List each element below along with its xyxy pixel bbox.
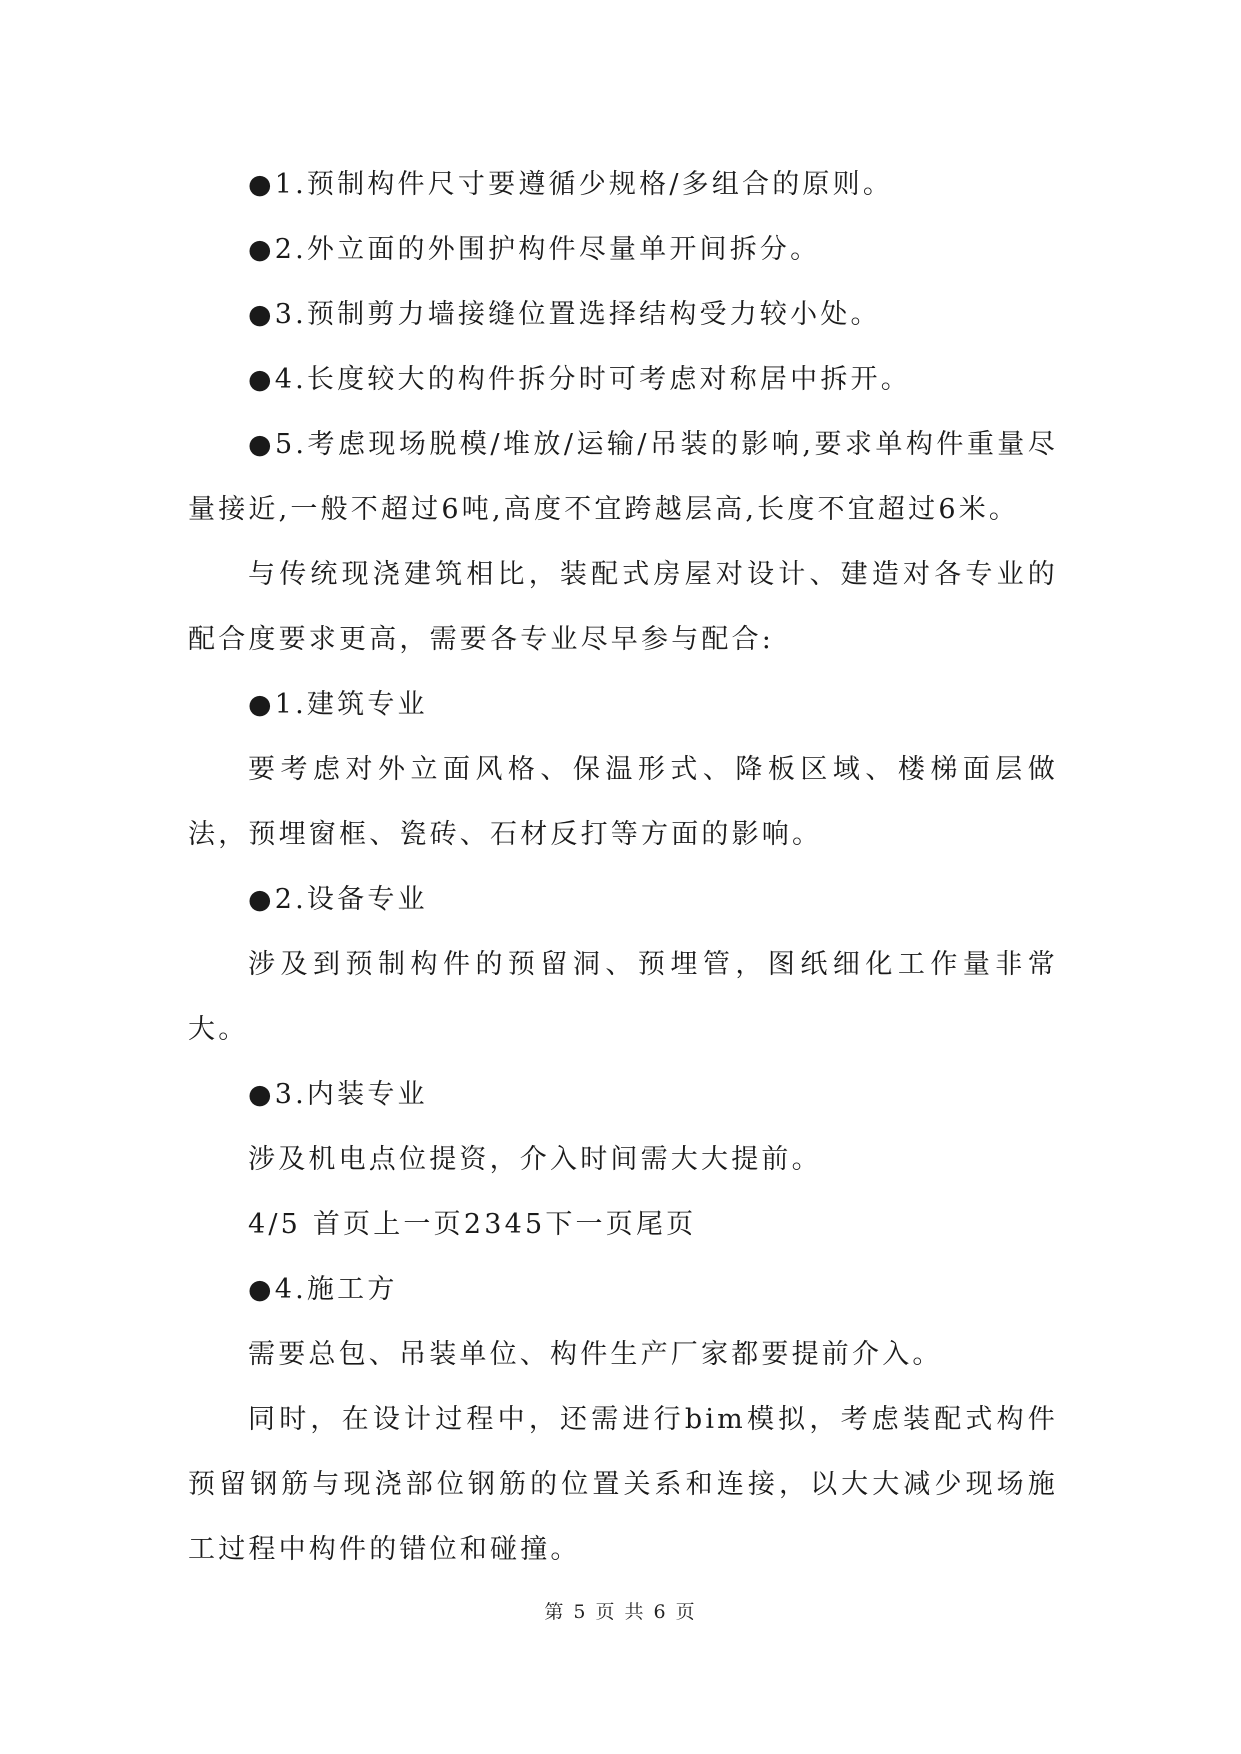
paragraph-11: ●3.内装专业 (248, 1079, 428, 1110)
paragraph-4: ●4.长度较大的构件拆分时可考虑对称居中拆开。 (248, 364, 911, 395)
pagination-text: 4/5 首页上一页2345下一页尾页 (248, 1209, 697, 1240)
document-body (188, 152, 1058, 1582)
paragraph-3: ●3.预制剪力墙接缝位置选择结构受力较小处。 (248, 299, 881, 330)
paragraph-8: 要考虑对外立面风格、保温形式、降板区域、楼梯面层做法，预埋窗框、瓷砖、石材反打等方面的影响。 (188, 754, 1058, 850)
paragraph-2: ●2.外立面的外围护构件尽量单开间拆分。 (248, 234, 821, 265)
paragraph-9: ●2.设备专业 (248, 884, 428, 915)
paragraph-7: ●1.建筑专业 (248, 689, 428, 720)
paragraph-14: ●4.施工方 (248, 1274, 398, 1305)
paragraph-10: 涉及到预制构件的预留洞、预埋管，图纸细化工作量非常大。 (188, 949, 1058, 1045)
paragraph-5: ●5.考虑现场脱模/堆放/运输/吊装的影响,要求单构件重量尽量接近,一般不超过6吨,高度不宜跨越层高,长度不宜超过6米。 (188, 429, 1058, 525)
paragraph-1: ●1.预制构件尺寸要遵循少规格/多组合的原则。 (248, 169, 894, 200)
paragraph-12: 涉及机电点位提资，介入时间需大大提前。 (248, 1144, 822, 1175)
page-footer: 第 5 页 共 6 页 (544, 1601, 697, 1623)
paragraph-6: 与传统现浇建筑相比，装配式房屋对设计、建造对各专业的配合度要求更高，需要各专业尽早参与配合: (188, 559, 1058, 655)
paragraph-16: 同时，在设计过程中，还需进行bim模拟，考虑装配式构件预留钢筋与现浇部位钢筋的位置关系和连接，以大大减少现场施工过程中构件的错位和碰撞。 (188, 1404, 1058, 1565)
paragraph-15: 需要总包、吊装单位、构件生产厂家都要提前介入。 (248, 1339, 943, 1370)
